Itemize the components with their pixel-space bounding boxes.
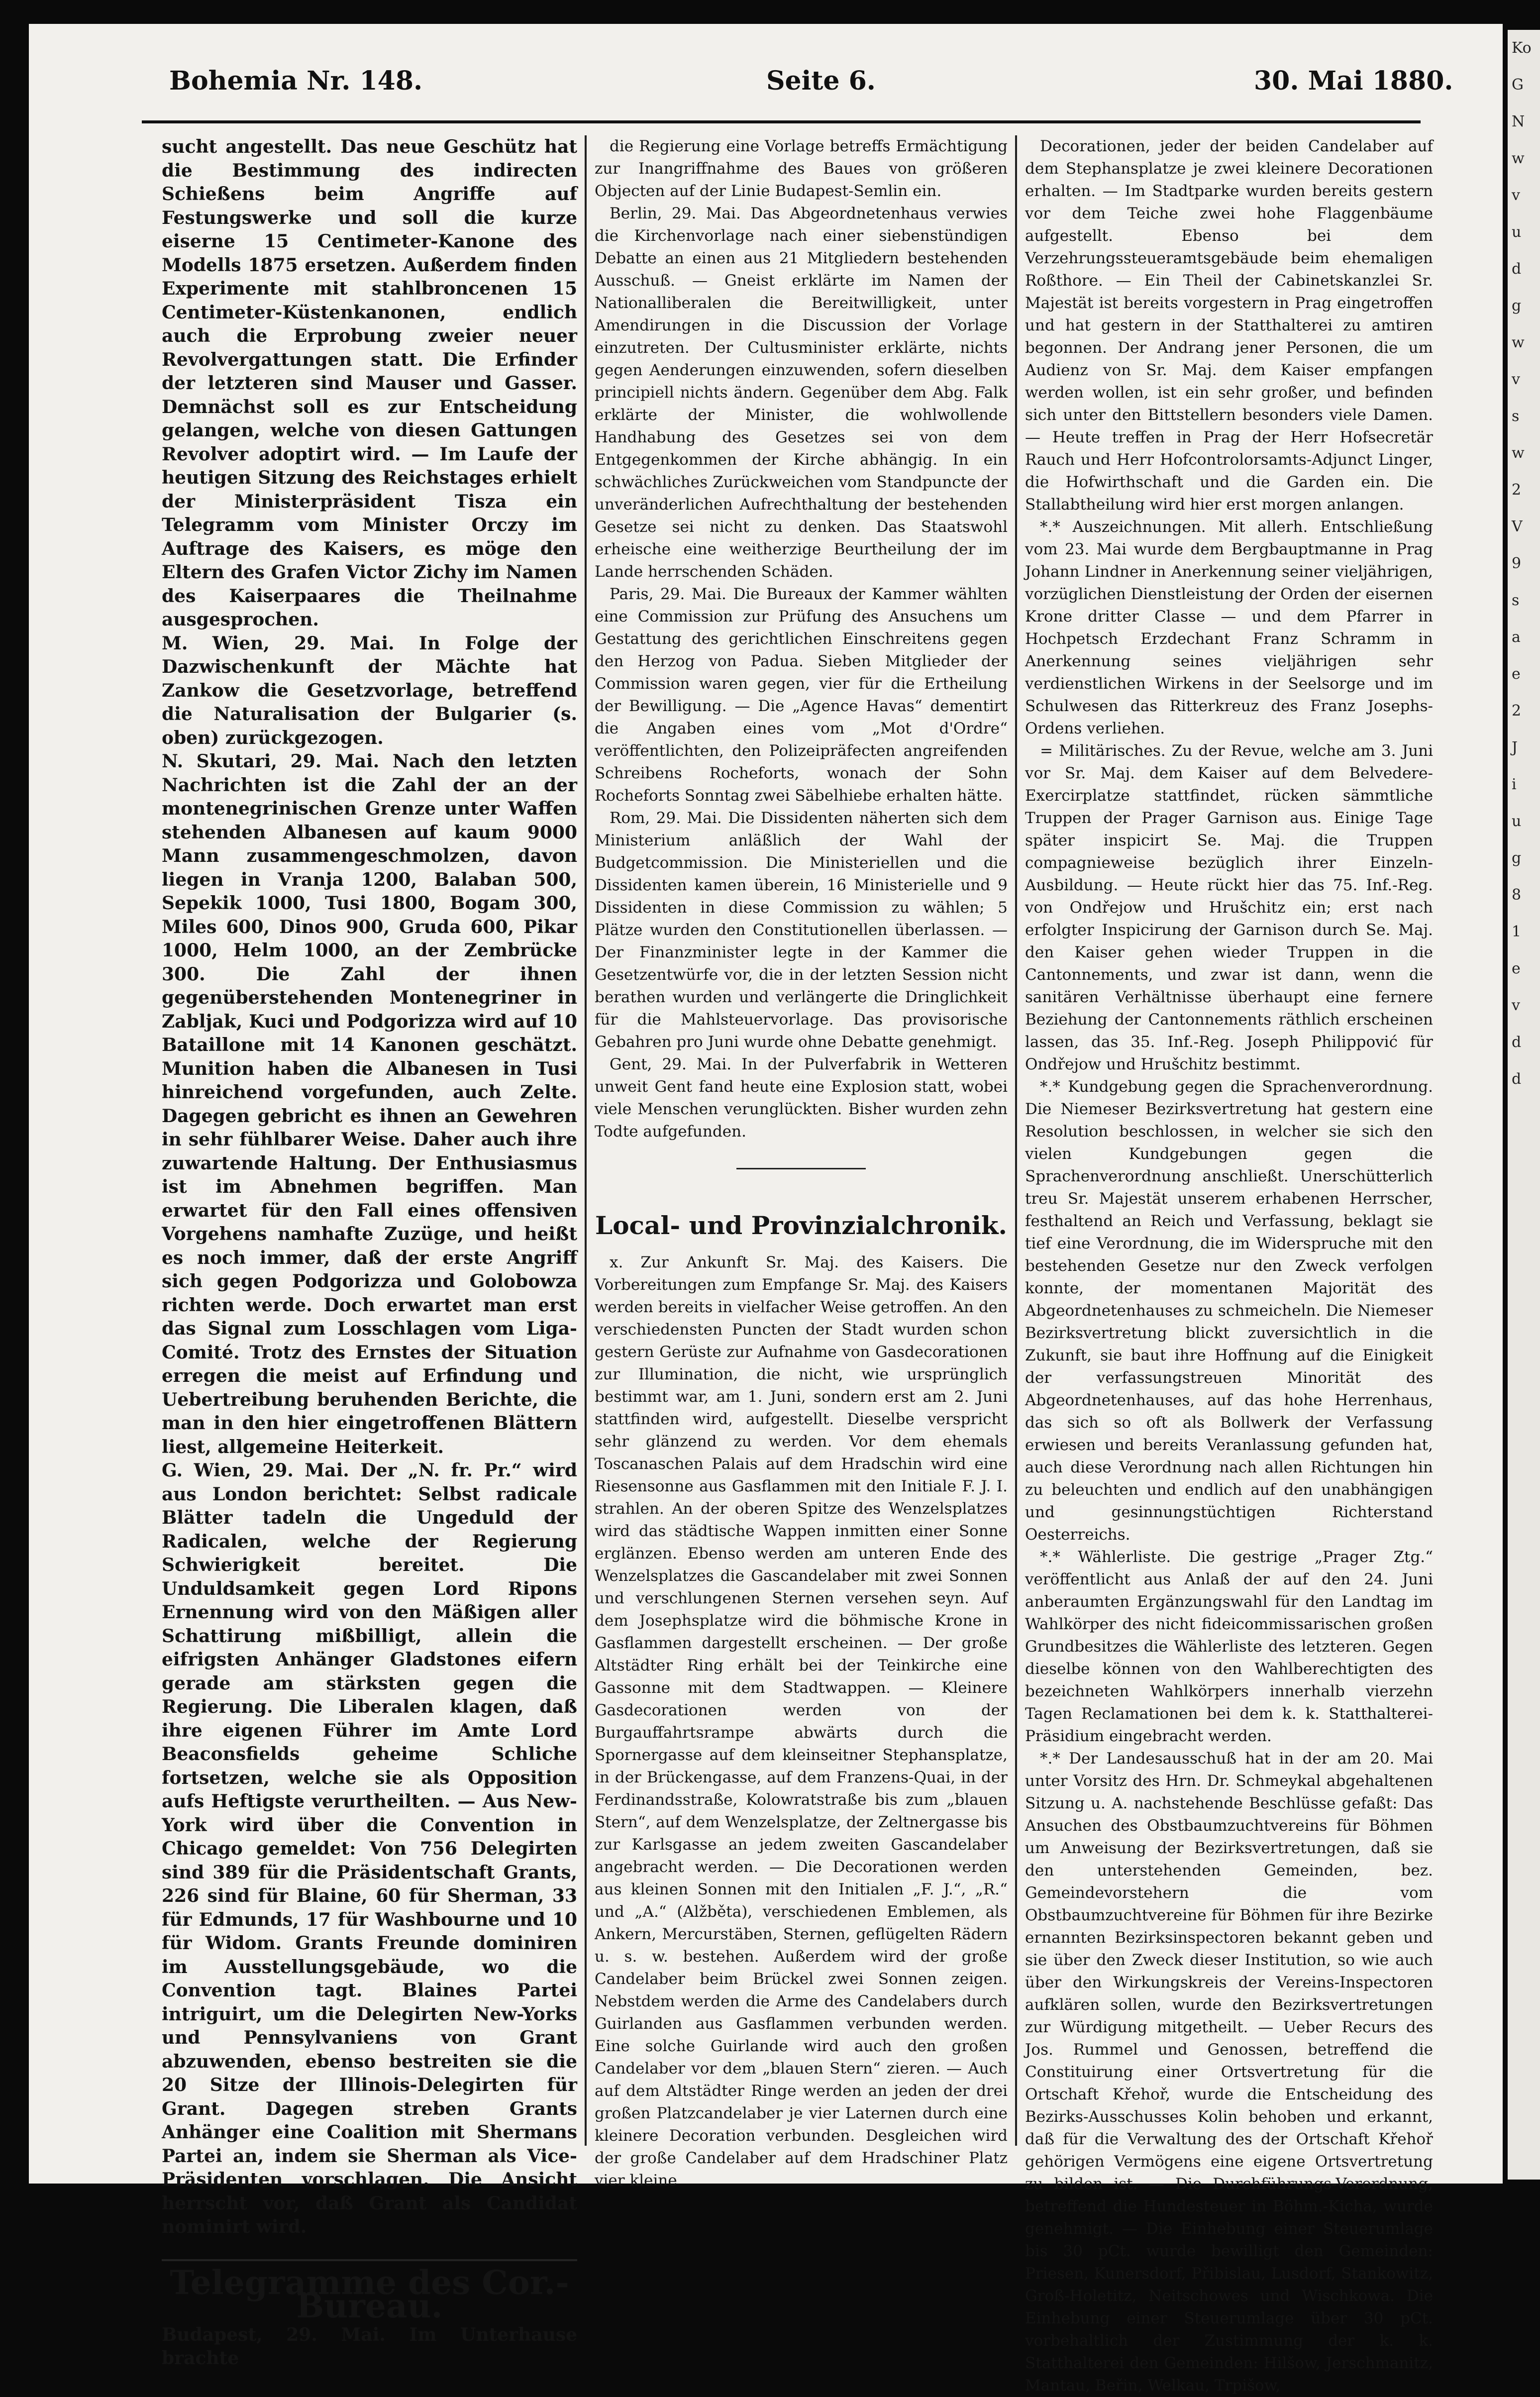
edge-fragment: w <box>1512 150 1525 167</box>
adjacent-page-fragments <box>1508 30 1540 1098</box>
edge-fragment: v <box>1512 997 1520 1014</box>
article-text: Rom, 29. Mai. Die Dissidenten näherten sich dem Ministerium anläßlich der Wahl der Budgetcommission. Die Ministeriellen und die Dissidenten kamen überein, 16 Ministerielle und 9 Dissidenten in diese Commission zu wählen; 5 Plätze wurden den Constitutionellen überlassen. — Der Finanzminister legte in der Kammer die Gesetzentwürfe vor, die in der letzten Session nicht berathen wurden und verlängerte die Dringlichkeit für die Mahlsteuervorlage. Das provisorische Gebahren pro Juni wurde ohne Debatte genehmigt. <box>595 809 1008 1051</box>
article-text: die Regierung eine Vorlage betreffs Ermächtigung zur Inangriffnahme des Baues von größeren Objecten auf der Linie Budapest-Semlin ein. <box>595 137 1008 200</box>
column-2 <box>595 135 1008 2189</box>
article-text: Budapest, 29. Mai. Im Unterhause brachte <box>162 2324 577 2369</box>
header-date: 30. Mai 1880. <box>1254 66 1453 96</box>
edge-fragment: 8 <box>1512 886 1522 904</box>
edge-fragment: v <box>1512 187 1520 204</box>
article-text: N. Skutari, 29. Mai. Nach den letzten Nachrichten ist die Zahl der an der montenegrinischen Grenze unter Waffen stehenden Albanesen auf kaum 9000 Mann zusammengeschmolzen, davon liegen in Vranja 1200, Balaban 500, Sepekik 1000, Tusi 1800, Bogam 300, Miles 600, Dinos 900, Gruda 600, Pikar 1000, Helm 1000, an der Zembrücke 300. Die Zahl der ihnen gegenüberstehenden Montenegriner in Zabljak, Kuci und Podgorizza wird auf 10 Bataillone mit 14 Kanonen geschätzt. Munition haben die Albanesen in Tusi hinreichend vorgefunden, auch Zelte. Dagegen gebricht es ihnen an Gewehren in sehr fühlbarer Weise. Daher auch ihre zuwartende Haltung. Der Enthusiasmus ist im Abnehmen begriffen. Man erwartet für den Fall eines offensiven Vorgehens namhafte Zuzüge, und heißt es noch immer, daß der erste Angriff sich gegen Podgorizza und Golobowza richten werde. Doch erwartet man erst das Signal zum Losschlagen vom Liga-Comité. Trotz des Ernstes der Situation erregen die meist auf Erfindung und Uebertreibung beruhenden Berichte, die man in den hier eingetroffenen Blättern liest, allgemeine Heiterkeit. <box>162 751 577 1458</box>
edge-fragment: a <box>1512 628 1521 646</box>
edge-fragment: u <box>1512 813 1522 830</box>
header-issue: Bohemia Nr. 148. <box>169 66 423 96</box>
edge-fragment: V <box>1512 518 1523 535</box>
article-text: *.* Kundgebung gegen die Sprachenverordnung. Die Niemeser Bezirksvertretung hat gestern eine Resolution beschlossen, in welcher sie sich den vielen Kundgebungen gegen die Sprachenverordnung anschließt. Unerschütterlich treu Sr. Majestät unserem erhabenen Herrscher, festhaltend an Reich und Verfassung, beklagt sie tief eine Verordnung, die im Widerspruche mit den bestehenden Gesetze nur den Zweck verfolgen konnte, der momentanen Majorität des Abgeordnetenhauses zu schmeicheln. Die Niemeser Bezirksvertretung blickt zuversichtlich in die Zukunft, sie baut ihre Hoffnung auf die Einigkeit der verfassungstreuen Minorität des Abgeordnetenhauses, auf das hohe Herrenhaus, das sich so oft als Bollwerk der Verfassung erwiesen und bereits Veranlassung gefunden hat, auch diese Verordnung nach allen Richtungen hin zu beleuchten und endlich auf den unabhängigen und gesinnungstüchtigen Richterstand Oesterreichs. <box>1025 1078 1433 1544</box>
edge-fragment: N <box>1512 113 1525 130</box>
article-text: Decorationen, jeder der beiden Candelaber auf dem Stephansplatze je zwei kleinere Decorationen erhalten. — Im Stadtparke wurden bereits gestern vor dem Teiche zwei hohe Flaggenbäume aufgestellt. Ebenso bei dem Verzehrungssteueramtsgebäude beim ehemaligen Roßthore. — Ein Theil der Cabinetskanzlei Sr. Majestät ist bereits vorgestern in Prag eingetroffen und hat gestern in der Statthalterei zu amtiren begonnen. Der Andrang jener Personen, die um Audienz von Sr. Maj. dem Kaiser empfangen werden wollen, ist ein sehr großer, und befinden sich unter den Bittstellern besonders viele Damen. — Heute treffen in Prag der Herr Hofsecretär Rauch und Herr Hofcontrolorsamts-Adjunct Linger, die Hofwirthschaft und die Garden ein. Die Stallabtheilung wird hier erst morgen anlangen. <box>1025 137 1433 514</box>
edge-fragment: g <box>1512 849 1522 867</box>
edge-fragment: v <box>1512 371 1520 388</box>
edge-fragment: s <box>1512 408 1520 425</box>
edge-fragment: w <box>1512 334 1525 351</box>
article-text: G. Wien, 29. Mai. Der „N. fr. Pr.“ wird aus London berichtet: Selbst radicale Blätter tadeln die Ungeduld der Radicalen, welche der Regierung Schwierigkeit bereitet. Die Unduldsamkeit gegen Lord Ripons Ernennung wird von den Mäßigen aller Schattirung mißbilligt, allein die eifrigsten Anhänger Gladstones eifern gerade am stärksten gegen die Regierung. Die Liberalen klagen, daß ihre eigenen Führer im Amte Lord Beaconsfields geheime Schliche fortsetzen, welche sie als Opposition aufs Heftigste verurtheilten. — Aus New-York wird über die Convention in Chicago gemeldet: Von 756 Delegirten sind 389 für die Präsidentschaft Grants, 226 sind für Blaine, 60 für Sherman, 33 für Edmunds, 17 für Washbourne und 10 für Widom. Grants Freunde dominiren im Ausstellungsgebäude, wo die Convention tagt. Blaines Partei intriguirt, um die Delegirten New-Yorks und Pennsylvaniens von Grant abzuwenden, ebenso bestreiten sie die 20 Sitze der Illinois-Delegirten für Grant. Dagegen streben Grants Anhänger eine Coalition mit Shermans Partei an, indem sie Sherman als Vice-Präsidenten vorschlagen. Die Ansicht herrscht vor, daß Grant als Candidat nominirt wird. <box>162 1460 577 2237</box>
header-rule <box>142 120 1421 123</box>
edge-fragment: e <box>1512 665 1521 683</box>
column-3 <box>1025 135 1433 2395</box>
edge-fragment: d <box>1512 1034 1522 1051</box>
edge-fragment: s <box>1512 592 1520 609</box>
article-text: M. Wien, 29. Mai. In Folge der Dazwischenkunft der Mächte hat Zankow die Gesetzvorlage, betreffend die Naturalisation der Bulgarier (s. oben) zurückgezogen. <box>162 632 577 748</box>
edge-fragment: 9 <box>1512 555 1522 572</box>
adjacent-page-edge <box>1508 30 1540 2180</box>
article-text: Gent, 29. Mai. In der Pulverfabrik in Wetteren unweit Gent fand heute eine Explosion statt, wobei viele Menschen verunglückten. Bisher wurden zehn Todte aufgefunden. <box>595 1055 1008 1141</box>
telegram-heading: Telegramme des Cor.-Bureau. <box>162 2259 577 2318</box>
edge-fragment: e <box>1512 960 1521 977</box>
article-text: Paris, 29. Mai. Die Bureaux der Kammer wählten eine Commission zur Prüfung des Ansuchens um Gestattung des gerichtlichen Einschreitens gegen den Herzog von Padua. Sieben Mitglieder der Commission waren gegen, vier für die Ertheilung der Bewilligung. — Die „Agence Havas“ dementirt die Angaben eines vom „Mot d'Ordre“ veröffentlichten, den Polizeipräfecten angreifenden Schreibens Rocheforts, wonach der Sohn Rocheforts Sonntag zwei Säbelhiebe erhalten hätte. <box>595 585 1008 805</box>
article-text: *.* Der Landesausschuß hat in der am 20. Mai unter Vorsitz des Hrn. Dr. Schmeykal abgehaltenen Sitzung u. A. nachstehende Beschlüsse gefaßt: Das Ansuchen des Obstbaumzuchtvereins für Böhmen um Anweisung der Bezirksvertretungen, daß sie den unterstehenden Gemeinden, bez. Gemeindevorstehern die vom Obstbaumzuchtvereine für Böhmen für ihre Bezirke ernannten Bezirksinspectoren bekannt geben und sie über den Zweck dieser Institution, so wie auch über den Wirkungskreis der Vereins-Inspectoren aufklären sollen, wurde den Bezirksvertretungen zur Würdigung mitgetheilt. — Ueber Recurs des Jos. Rummel und Genossen, betreffend die Constituirung einer Ortsvertretung für die Ortschaft Křehoř, wurde die Entscheidung des Bezirks-Ausschusses Kolin behoben und erkannt, daß für die Verwaltung des der Ortschaft Křehoř gehörigen Vermögens eine eigene Ortsvertretung zu bilden ist. — Die Durchführungs-Verordnung, betreffend die Hundesteuer in Böhm.-Kicha, wurde genehmigt. — Die Einhebung einer Steuerumlage bis 30 pCt. wurde bewilligt den Gemeinden: Priesen, Kunersdorf, Přibislau, Lusdorf, Stankowitz, Groß-Holetitz, Neitschowes und Wischkowa. Die Einhebung einer Steuerumlage über 30 pCt. vorbehaltlich der Zustimmung der k. k. Statthalterei den Gemeinden: Hilšow, Jerschmanitz, Mantau, Beřin, Welkau, Trpišow, <box>1025 1750 1433 2395</box>
edge-fragment: d <box>1512 260 1522 278</box>
column-1 <box>162 135 577 2369</box>
edge-fragment: J <box>1512 739 1518 756</box>
column-rule-2 <box>1015 135 1017 2146</box>
article-text: = Militärisches. Zu der Revue, welche am 3. Juni vor Sr. Maj. dem Kaiser auf dem Belvedere-Exercirplatze stattfindet, rücken sämmtliche Truppen der Prager Garnison aus. Einige Tage später inspicirt Se. Maj. die Truppen compagnieweise bezüglich ihrer Einzeln-Ausbildung. — Heute rückt hier das 75. Inf.-Reg. von Ondřejow und Hrušchitz ein; erst nach erfolgter Inspicirung der Garnison durch Se. Maj. den Kaiser gehen wieder Truppen in die Cantonnements, und zwar ist dann, wenn die sanitären Verhältnisse überhaupt eine fernere Beziehung der Cantonnements räthlich erscheinen lassen, das 35. Inf.-Reg. Joseph Philippović für Ondřejow und Hrušchitz bestimmt. <box>1025 742 1433 1073</box>
edge-fragment: 2 <box>1512 481 1522 499</box>
edge-fragment: G <box>1512 76 1524 94</box>
edge-fragment: Ko <box>1512 39 1532 57</box>
article-text: *.* Auszeichnungen. Mit allerh. Entschließung vom 23. Mai wurde dem Bergbauptmanne in Prag Johann Lindner in Anerkennung seiner vieljährigen, vorzüglichen Dienstleistung der Orden der eisernen Krone dritter Classe — und dem Pfarrer in Hochpetsch Erzdechant Franz Schramm in Anerkennung seines vieljährigen sehr verdienstlichen Wirkens in der Seelsorge und im Schulwesen das Ritterkreuz des Franz Josephs-Ordens verliehen. <box>1025 518 1433 737</box>
article-text: x. Zur Ankunft Sr. Maj. des Kaisers. Die Vorbereitungen zum Empfange Sr. Maj. des Kaisers werden bereits in vielfacher Weise getroffen. An den verschiedensten Puncten der Stadt wurden schon gestern Gerüste zur Aufnahme von Gasdecorationen zur Illumination, die nicht, wie ursprünglich bestimmt war, am 1. Juni, sondern erst am 2. Juni stattfinden wird, aufgestellt. Dieselbe verspricht sehr glänzend zu werden. Vor dem ehemals Toscanaschen Palais auf dem Hradschin wird eine Riesensonne aus Gasflammen mit den Initiale F. J. I. strahlen. An der oberen Spitze des Wenzelsplatzes wird das städtische Wappen inmitten einer Sonne erglänzen. Ebenso werden am unteren Ende des Wenzelsplatzes die Gascandelaber mit zwei Sonnen und verschlungenen Sternen versehen seyn. Auf dem Josephsplatze wird die böhmische Krone in Gasflammen dargestellt erscheinen. — Der große Altstädter Ring erhält bei der Teinkirche eine Gassonne mit dem Stadtwappen. — Kleinere Gasdecorationen werden von der Burgauffahrtsrampe abwärts durch die Spornergasse auf dem kleinseitner Stephansplatze, in der Brückengasse, auf dem Franzens-Quai, in der Ferdinandsstraße, Kolowratstraße bis zum „blauen Stern“, auf dem Wenzelsplatze, der Zeltnergasse bis zur Karlsgasse an jedem zweiten Gascandelaber angebracht werden. — Die Decorationen werden aus kleinen Sonnen mit den Initialen „F. J.“, „R.“ und „A.“ (Alžběta), verschiedenen Emblemen, als Ankern, Mercurstäben, Sternen, geflügelten Rädern u. s. w. bestehen. Außerdem wird der große Candelaber beim Brückel zwei Sonnen zeigen. Nebstdem werden die Arme des Candelabers durch Guirlanden aus Gasflammen verbunden werden. Eine solche Guirlande wird auch den großen Candelaber vor dem „blauen Stern“ zieren. — Auch auf dem Altstädter Ringe werden an jeden der drei großen Platzcandelaber je vier Laternen durch eine kleinere Decoration verbunden. Desgleichen wird der große Candelaber auf dem Hradschiner Platz vier kleine <box>595 1253 1008 2189</box>
article-text: Berlin, 29. Mai. Das Abgeordnetenhaus verwies die Kirchenvorlage nach einer siebenstündigen Debatte an einen aus 21 Mitgliedern bestehenden Ausschuß. — Gneist erklärte im Namen der Nationalliberalen die Bereitwilligkeit, unter Amendirungen in die Discussion der Vorlage einzutreten. Der Cultusminister erklärte, nichts gegen Aenderungen einzuwenden, sofern dieselben principiell nichts ändern. Gegenüber dem Abg. Falk erklärte der Minister, die wohlwollende Handhabung des Gesetzes sei von dem Entgegenkommen der Kirche abhängig. In ein schwächliches Zurückweichen vom Standpuncte der unveränderlichen Aufrechthaltung der bestehenden Gesetze sei nicht zu denken. Das Staatswohl erheische eine weitherzige Beurtheilung der im Lande herrschenden Schäden. <box>595 205 1008 581</box>
article-text: sucht angestellt. Das neue Geschütz hat die Bestimmung des indirecten Schießens beim Angriffe auf Festungswerke und soll die kurze eiserne 15 Centimeter-Kanone des Modells 1875 ersetzen. Außerdem finden Experimente mit stahlbroncenen 15 Centimeter-Küstenkanonen, endlich auch die Erprobung zweier neuer Revolvergattungen statt. Die Erfinder der letzteren sind Mauser und Gasser. Demnächst soll es zur Entscheidung gelangen, welche von diesen Gattungen Revolver adoptirt wird. — Im Laufe der heutigen Sitzung des Reichstages erhielt der Ministerpräsident Tisza ein Telegramm vom Minister Orczy im Auftrage des Kaisers, es möge den Eltern des Grafen Victor Zichy im Namen des Kaiserpaares die Theilnahme ausgesprochen. <box>162 136 577 630</box>
section-heading: Local- und Provinzialchronik. <box>595 1211 1007 1240</box>
article-text: *.* Wählerliste. Die gestrige „Prager Ztg.“ veröffentlicht aus Anlaß der auf den 24. Juni anberaumten Ergänzungswahl für den Landtag im Wahlkörper des nicht fideicommissarischen großen Grundbesitzes die Wählerliste des letzteren. Gegen dieselbe können von den Wahlberechtigten des bezeichneten Wahlkörpers innerhalb vierzehn Tagen Reclamationen bei dem k. k. Statthalterei-Präsidium eingebracht werden. <box>1025 1548 1433 1745</box>
edge-fragment: 1 <box>1512 923 1522 940</box>
column-rule-1 <box>585 135 587 2146</box>
header-page-number: Seite 6. <box>766 66 876 96</box>
section-divider <box>736 1168 866 1169</box>
edge-fragment: 2 <box>1512 702 1522 720</box>
edge-fragment: i <box>1512 776 1517 793</box>
edge-fragment: g <box>1512 297 1522 314</box>
edge-fragment: w <box>1512 444 1525 462</box>
edge-fragment: d <box>1512 1070 1522 1088</box>
edge-fragment: u <box>1512 223 1522 241</box>
